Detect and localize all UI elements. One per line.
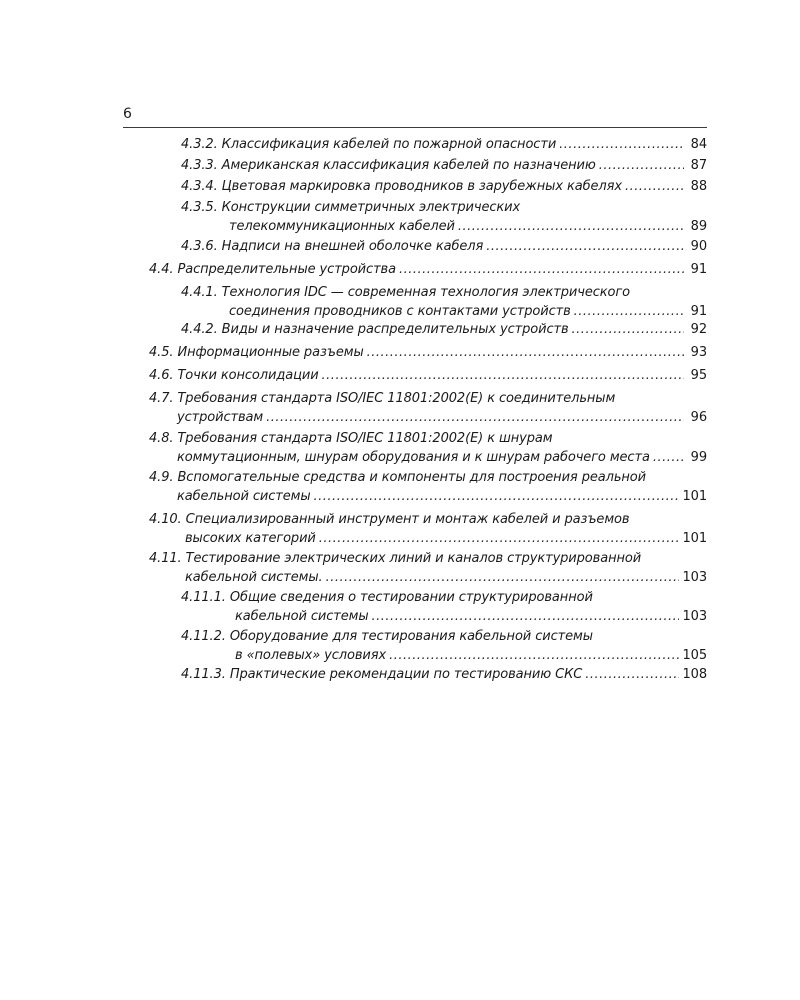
toc-entry-title: в «полевых» условиях	[235, 648, 387, 663]
toc-entry-number: 4.3.3.	[181, 158, 218, 173]
toc-entry-number: 4.5.	[149, 345, 174, 360]
dot-leader	[572, 320, 684, 339]
toc-page-number: 88	[690, 179, 707, 194]
toc-entry-number: 4.8.	[149, 431, 174, 446]
toc-entry-title: Цветовая маркировка проводников в зарубежных кабелях	[221, 179, 622, 194]
dot-leader	[399, 260, 684, 279]
dot-leader	[322, 366, 684, 385]
toc-entry-title: Классификация кабелей по пожарной опасности	[221, 137, 557, 152]
toc-entry[interactable]	[149, 468, 707, 506]
toc-page-number: 95	[690, 368, 707, 383]
toc-entry[interactable]	[181, 588, 707, 626]
toc-entry-number: 4.10.	[149, 512, 182, 527]
toc-entry[interactable]	[149, 510, 707, 548]
page-number: 6	[123, 106, 132, 122]
toc-page-number: 91	[690, 262, 707, 277]
toc-entry-title: Требования стандарта ISO/IEC 11801:2002(E) к соединительным	[177, 391, 616, 406]
toc-entry-title: Практические рекомендации по тестированию СКС	[229, 667, 583, 682]
dot-leader	[372, 607, 680, 626]
toc-entry-title: Тестирование электрических линий и каналов структурированной	[185, 551, 642, 566]
toc-entry-title: Технология IDC — современная технология электрического	[221, 285, 630, 300]
toc-entry[interactable]	[181, 177, 707, 196]
toc-page-number: 101	[682, 531, 707, 546]
toc-entry-number: 4.6.	[149, 368, 174, 383]
toc-page-number: 89	[690, 219, 707, 234]
toc-entry-title: Вспомогательные средства и компоненты для построения реальной	[177, 470, 646, 485]
toc-entry-title: телекоммуникационных кабелей	[229, 219, 455, 234]
toc-page-number: 91	[690, 304, 707, 319]
toc-entry[interactable]	[149, 366, 707, 385]
toc-entry-title: коммутационным, шнурам оборудования и к шнурам рабочего места	[177, 450, 650, 465]
toc-entry[interactable]	[181, 283, 707, 321]
toc-entry-title: соединения проводников с контактами устройств	[229, 304, 571, 319]
toc-page-number: 99	[690, 450, 707, 465]
toc-entry-title: Надписи на внешней оболочке кабеля	[221, 239, 484, 254]
toc-page-number: 93	[690, 345, 707, 360]
dot-leader	[653, 448, 684, 467]
toc-entry-number: 4.11.1.	[181, 590, 226, 605]
dot-leader	[326, 568, 680, 587]
toc-entry[interactable]	[149, 343, 707, 362]
toc-page-number: 103	[682, 570, 707, 585]
toc-entry[interactable]	[149, 389, 707, 427]
dot-leader	[458, 217, 684, 236]
dot-leader	[625, 177, 684, 196]
toc-entry[interactable]	[181, 237, 707, 256]
dot-leader	[266, 408, 684, 427]
toc-entry[interactable]	[181, 135, 707, 154]
toc-entry-title: кабельной системы	[235, 609, 369, 624]
toc-entry-title: Информационные разъемы	[177, 345, 364, 360]
toc-entry-number: 4.3.2.	[181, 137, 218, 152]
toc-entry[interactable]	[181, 627, 707, 665]
toc-entry-title: Американская классификация кабелей по назначению	[221, 158, 596, 173]
toc-page-number: 92	[690, 322, 707, 337]
dot-leader	[314, 487, 680, 506]
toc-entry-number: 4.9.	[149, 470, 174, 485]
toc-entry-title: Точки консолидации	[177, 368, 319, 383]
toc-entry[interactable]	[149, 429, 707, 467]
toc-entry-title: кабельной системы	[177, 489, 311, 504]
toc-entry-number: 4.4.2.	[181, 322, 218, 337]
toc-page-number: 105	[682, 648, 707, 663]
toc-page-number: 84	[690, 137, 707, 152]
toc-page-number: 103	[682, 609, 707, 624]
toc-entry-title: Общие сведения о тестировании структурированной	[229, 590, 593, 605]
toc-entry[interactable]	[181, 156, 707, 175]
toc-entry-title: устройствам	[177, 410, 264, 425]
toc-page-number: 101	[682, 489, 707, 504]
toc-entry-title: высоких категорий	[185, 531, 316, 546]
dot-leader	[585, 665, 679, 684]
toc-page-number: 90	[690, 239, 707, 254]
toc-entry-number: 4.4.	[149, 262, 174, 277]
toc-entry-number: 4.11.2.	[181, 629, 226, 644]
dot-leader	[574, 302, 684, 321]
toc-entry-number: 4.3.5.	[181, 200, 218, 215]
dot-leader	[486, 237, 684, 256]
dot-leader	[319, 529, 680, 548]
dot-leader	[559, 135, 684, 154]
toc-entry[interactable]	[149, 260, 707, 279]
toc-entry-number: 4.3.6.	[181, 239, 218, 254]
toc-entry-number: 4.4.1.	[181, 285, 218, 300]
toc-page-number: 108	[682, 667, 707, 682]
toc-entry-title: Специализированный инструмент и монтаж кабелей и разъемов	[185, 512, 630, 527]
toc-entry-number: 4.11.3.	[181, 667, 226, 682]
toc-entry-title: Распределительные устройства	[177, 262, 396, 277]
toc-entry-title: Требования стандарта ISO/IEC 11801:2002(E) к шнурам	[177, 431, 553, 446]
toc-entry-title: Оборудование для тестирования кабельной системы	[229, 629, 593, 644]
toc-entry[interactable]	[149, 549, 707, 587]
dot-leader	[599, 156, 684, 175]
toc-page-number: 87	[690, 158, 707, 173]
toc-entry-number: 4.7.	[149, 391, 174, 406]
toc-entry-title: кабельной системы.	[185, 570, 323, 585]
toc-entry[interactable]	[181, 198, 707, 236]
toc-entry-number: 4.3.4.	[181, 179, 218, 194]
toc-entry-title: Конструкции симметричных электрических	[221, 200, 521, 215]
dot-leader	[389, 646, 679, 665]
toc-entry-title: Виды и назначение распределительных устройств	[221, 322, 569, 337]
toc-entry[interactable]	[181, 320, 707, 339]
toc-entry-number: 4.11.	[149, 551, 182, 566]
dot-leader	[367, 343, 684, 362]
toc-page-number: 96	[690, 410, 707, 425]
toc-entry[interactable]	[181, 665, 707, 684]
